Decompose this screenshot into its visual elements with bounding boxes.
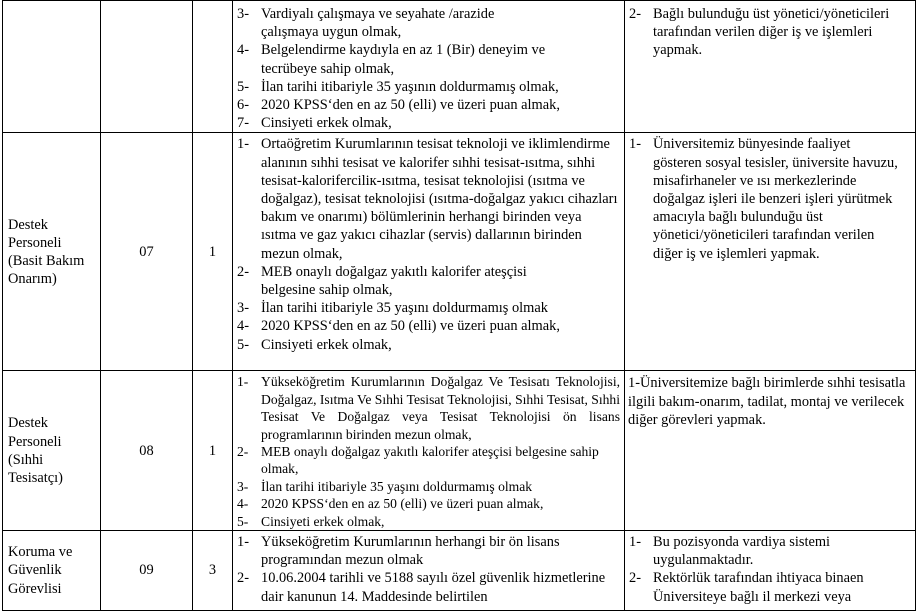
count-cell <box>193 1 233 133</box>
duties-cell <box>625 133 916 371</box>
position-cell <box>3 531 101 611</box>
code-cell: 07 <box>101 133 193 371</box>
list-item: 2- 10.06.2004 tarihli ve 5188 sayılı özel güvenlik hizmetlerine dair kanunun 14. Maddesinde belirtilen <box>237 570 606 605</box>
list-item: 4- 2020 KPSS‘den en az 50 (elli) ve üzeri puan almak, <box>237 318 560 335</box>
duties-list <box>627 5 911 60</box>
position-cell <box>3 1 101 133</box>
list-item: 3- Vardiyalı çalışmaya ve seyahate /arazide çalışmaya uygun olmak, <box>237 6 495 41</box>
duties-text: 1-Üniversitemize bağlı birimlerde sıhhi tesisatla ilgili bakım-onarım, tadilat, montaj ve verilecek diğer görevleri yapmak. <box>628 375 906 428</box>
position-title: Destek Personeli (Basit Bakım Onarım) <box>8 216 85 288</box>
requirements-list <box>235 373 620 530</box>
list-item: 2- Bağlı bulunduğu üst yönetici/yöneticileri tarafından verilen diğer iş ve işlemleri yapmak. <box>629 6 890 59</box>
position-title: Destek Personeli (Sıhhi Tesisatçı) <box>8 415 63 486</box>
list-item: 2- Rektörlük tarafından ihtiyaca binaen Üniversiteye bağlı il merkezi veya <box>629 570 864 605</box>
requirements-cell <box>233 1 625 133</box>
list-item: 5- Cinsiyeti erkek olmak, <box>237 336 392 353</box>
code-cell: 08 <box>101 371 193 531</box>
list-item: 7- Cinsiyeti erkek olmak, <box>237 115 392 132</box>
duties-list <box>627 135 911 262</box>
requirements-cell <box>233 133 625 371</box>
list-item: 6- 2020 KPSS‘den en az 50 (elli) ve üzeri puan almak, <box>237 97 560 114</box>
list-item: 4- Belgelendirme kaydıyla en az 1 (Bir) deneyim ve tecrübeye sahip olmak, <box>237 42 546 77</box>
list-item: 1- Yükseköğretim Kurumlarının herhangi bir ön lisans programından mezun olmak <box>237 534 560 569</box>
table-row <box>3 371 916 531</box>
duties-list <box>627 533 911 606</box>
count-cell: 1 <box>193 371 233 531</box>
count-cell: 3 <box>193 531 233 611</box>
list-item: 1- Ortaöğretim Kurumlarının tesisat teknoloji ve iklimlendirme alanının sıhhi tesisat ve kalorifer sıhhi tesisat-ısıtma, sıhhi tesisat-kaloriferciliк-ısıtma, tesisat teknolojisi (ısıtma ve doğalgaz), tesisat teknolojisi (ısıtma-doğalgaz yakıcı cihazları bakım ve onarımı) bölümlerinin herhangi birinden veya ısıtma ve gaz yakıcı cihazlar (servis) dallarının birinden mezun olmak, <box>237 136 618 262</box>
job-requirements-table <box>2 0 916 611</box>
table-row <box>3 531 916 611</box>
list-item: 2- MEB onaylı doğalgaz yakıtlı kalorifer ateşçisi belgesine sahip olmak, <box>237 444 599 477</box>
requirements-list <box>235 533 620 606</box>
position-cell <box>3 133 101 371</box>
list-item: 5- İlan tarihi itibariyle 35 yaşının doldurmamış olmak, <box>237 78 559 95</box>
list-item: 2- MEB onaylı doğalgaz yakıtlı kalorifer ateşçisi belgesine sahip olmak, <box>237 263 527 299</box>
list-item: 1- Bu pozisyonda vardiya sistemi uygulanmaktadır. <box>629 534 831 569</box>
list-item: 5- Cinsiyeti erkek olmak, <box>237 513 385 529</box>
requirements-cell <box>233 371 625 531</box>
duties-cell <box>625 531 916 611</box>
list-item: 4- 2020 KPSS‘den en az 50 (elli) ve üzeri puan almak, <box>237 496 544 512</box>
table-row <box>3 133 916 371</box>
requirements-list <box>235 5 620 132</box>
list-item: 3- İlan tarihi itibariyle 35 yaşını doldurmamış olmak <box>237 300 548 317</box>
duties-cell <box>625 1 916 133</box>
list-item: 1- Yükseköğretim Kurumlarının Doğalgaz Ve Tesisatı Teknolojisi, Doğalgaz, Isıtma Ve Sıhhi Tesisat Teknolojisi, Sıhhi Tesisat, Sıhhi Tesisat Ve Doğalgaz veya Tesisat Teknolojisi ön lisans programlarının birinden mezun olmak, <box>237 374 621 442</box>
code-cell: 09 <box>101 531 193 611</box>
position-title: Koruma ve Güvenlik Görevlisi <box>8 544 73 597</box>
table-row <box>3 1 916 133</box>
requirements-cell <box>233 531 625 611</box>
requirements-list <box>235 135 620 353</box>
code-cell <box>101 1 193 133</box>
list-item: 3- İlan tarihi itibariyle 35 yaşını doldurmamış olmak <box>237 478 533 494</box>
position-cell <box>3 371 101 531</box>
count-cell: 1 <box>193 133 233 371</box>
duties-cell <box>625 371 916 531</box>
list-item: 1- Üniversitemiz bünyesinde faaliyet gösteren sosyal tesisler, üniversite havuzu, misafirhaneler ve ısı merkezlerinde doğalgaz işleri ile benzeri işleri yürütmek amacıyla bağlı bulunduğu üst yönetici/yöneticileri tarafından verilen diğer iş ve işlemleri yapmak. <box>629 136 898 262</box>
